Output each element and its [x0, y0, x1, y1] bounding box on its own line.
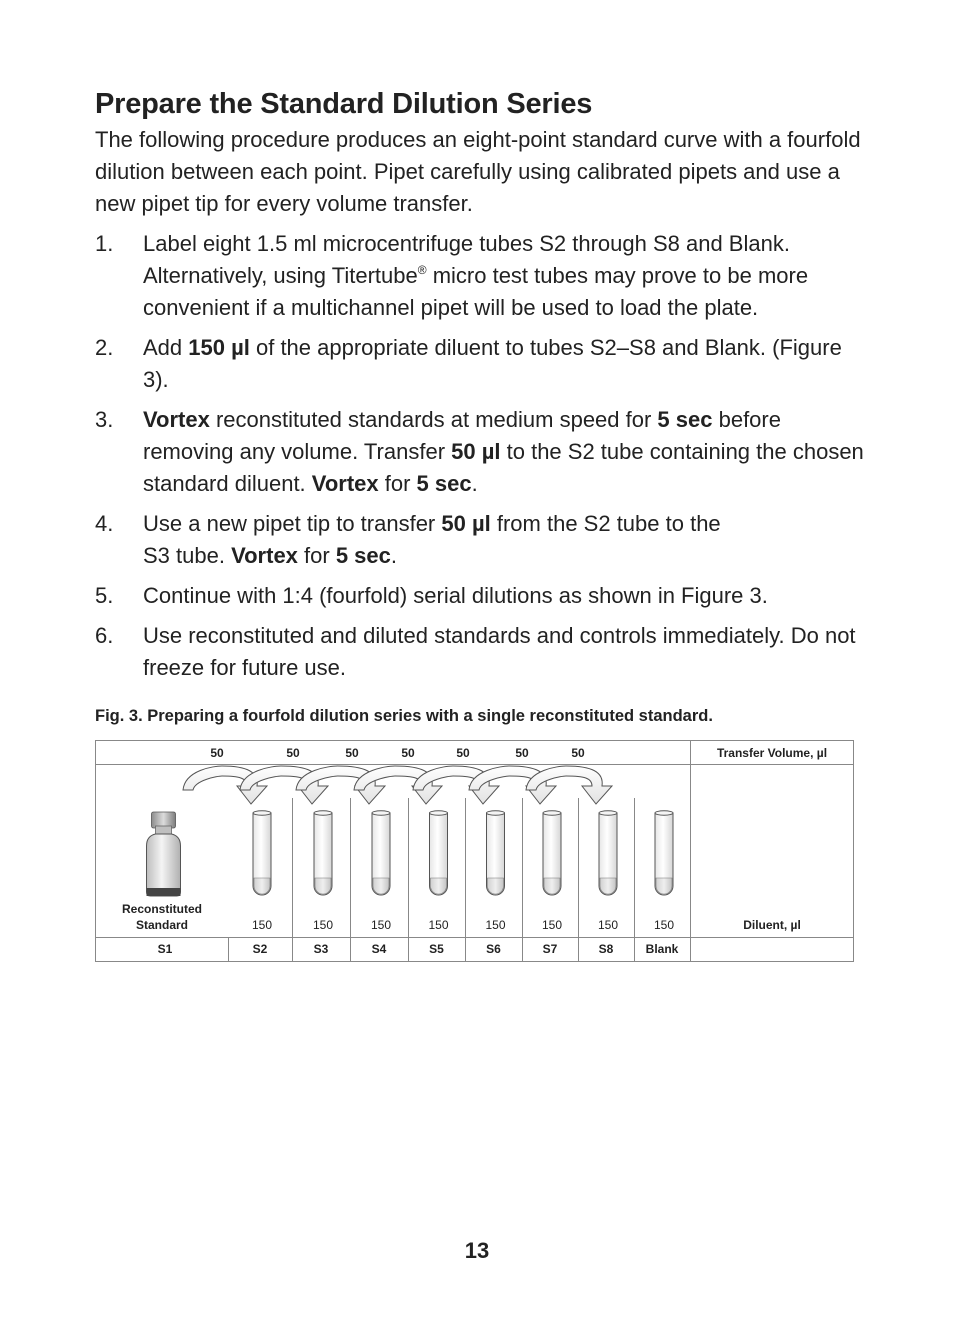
step-text-run: Use a new pipet tip to transfer	[143, 511, 442, 536]
procedure-step	[95, 332, 865, 396]
transfer-volume-label: Transfer Volume, µl	[716, 746, 828, 760]
tube-id-label: S1	[157, 942, 173, 956]
tube-id-label: Blank	[645, 942, 679, 956]
procedure-steps	[95, 228, 865, 692]
emphasis-text: Vortex	[231, 543, 298, 568]
step-text-run: Label eight 1.5 ml microcentrifuge tubes S2 through S8 and Blank. Alternatively, using Titertube	[143, 231, 790, 288]
step-text-run: reconstituted standards at medium speed for	[209, 407, 658, 432]
step-text	[143, 623, 856, 680]
step-text	[143, 407, 864, 496]
tube-icon	[253, 811, 271, 895]
transfer-volume: 50	[210, 746, 224, 760]
step-number: 6.	[95, 623, 114, 648]
step-number: 4.	[95, 511, 114, 536]
step-text	[143, 583, 768, 608]
standard-label-line1: Reconstituted	[121, 902, 203, 916]
procedure-step	[95, 404, 865, 500]
emphasis-text: 5 sec	[335, 543, 391, 568]
registered-mark: ®	[417, 263, 427, 277]
diluent-volume: 150	[312, 918, 334, 932]
transfer-volume: 50	[286, 746, 300, 760]
procedure-step	[95, 228, 865, 324]
step-text-run: Use reconstituted and diluted standards and controls immediately. Do not freeze for future use.	[143, 623, 856, 680]
transfer-volume: 50	[345, 746, 359, 760]
tube-icon	[314, 811, 332, 895]
tube-icon	[655, 811, 673, 895]
step-text-run: Continue with 1:4 (fourfold) serial dilutions as shown in Figure 3.	[143, 583, 768, 608]
diluent-volume: 150	[428, 918, 449, 932]
step-text-run: Add	[143, 335, 189, 360]
step-text-run: for	[378, 471, 417, 496]
dilution-diagram	[95, 740, 854, 962]
tube-id-label: S6	[486, 942, 501, 956]
step-number: 2.	[95, 335, 114, 360]
diluent-volume: 150	[251, 918, 273, 932]
page-number: 13	[464, 1238, 490, 1263]
tube-icon	[599, 811, 617, 895]
tube-icon	[430, 811, 448, 895]
diluent-volume: 150	[597, 918, 619, 932]
vial-cap	[152, 812, 176, 828]
diluent-volume: 150	[370, 918, 392, 932]
step-number: 5.	[95, 583, 114, 608]
diluent-volume: 150	[485, 918, 506, 932]
tube-icon	[372, 811, 390, 895]
tube-id-label: S4	[371, 942, 387, 956]
vial-neck	[156, 826, 172, 834]
emphasis-text: Vortex	[311, 471, 379, 496]
transfer-volume: 50	[515, 746, 529, 760]
step-text-run: before removing any volume. Transfer	[143, 407, 781, 464]
tube-id-label: S3	[313, 942, 329, 956]
procedure-step	[95, 508, 865, 572]
emphasis-text: 5 sec	[657, 407, 713, 432]
step-text-run: S3 tube.	[143, 543, 232, 568]
transfer-volume: 50	[571, 746, 585, 760]
step-text	[143, 231, 808, 320]
tube-icon	[487, 811, 505, 895]
tube-id-label: S7	[542, 942, 558, 956]
diluent-volume: 150	[653, 918, 675, 932]
standard-label-line2: Standard	[135, 918, 189, 932]
figure-caption: Fig. 3. Preparing a fourfold dilution series with a single reconstituted standard.	[95, 707, 713, 725]
emphasis-text: 50 µl	[441, 511, 491, 536]
diluent-label: Diluent, µl	[743, 918, 801, 932]
step-text-run: for	[297, 543, 336, 568]
dilution-figure	[95, 740, 854, 962]
procedure-step	[95, 580, 865, 612]
tube-id-label: S8	[598, 942, 614, 956]
step-text-run: micro test tubes may prove to be more convenient if a multichannel pipet will be used to load the plate.	[143, 263, 809, 320]
step-text-run: of the appropriate diluent to tubes S2–S8 and Blank. (Figure 3).	[143, 335, 842, 392]
transfer-volume: 50	[456, 746, 470, 760]
transfer-volume: 50	[401, 746, 415, 760]
tube-icon	[543, 811, 561, 895]
step-number: 1.	[95, 231, 114, 256]
vial-base	[147, 888, 181, 896]
step-text-run: .	[471, 471, 478, 496]
emphasis-text: 5 sec	[416, 471, 472, 496]
step-number: 3.	[95, 407, 114, 432]
page-title: Prepare the Standard Dilution Series	[95, 88, 593, 120]
step-text-run: to the S2 tube containing the chosen standard diluent.	[143, 439, 864, 496]
diluent-volume: 150	[541, 918, 563, 932]
emphasis-text: Vortex	[143, 407, 210, 432]
emphasis-text: 150 µl	[188, 335, 250, 360]
tube-id-label: S5	[429, 942, 444, 956]
reconstituted-standard-vial-icon	[147, 834, 181, 896]
emphasis-text: 50 µl	[451, 439, 501, 464]
intro-paragraph: The following procedure produces an eight-point standard curve with a fourfold dilution between each point. Pipet carefully using calibrated pipets and use a new pipet tip for every volume transfer.	[95, 127, 861, 216]
step-text-run: .	[390, 543, 398, 568]
step-text-run: from the S2 tube to the	[490, 511, 721, 536]
procedure-step	[95, 620, 865, 684]
step-text	[143, 511, 721, 568]
tube-id-label: S2	[252, 942, 268, 956]
step-text	[143, 335, 842, 392]
